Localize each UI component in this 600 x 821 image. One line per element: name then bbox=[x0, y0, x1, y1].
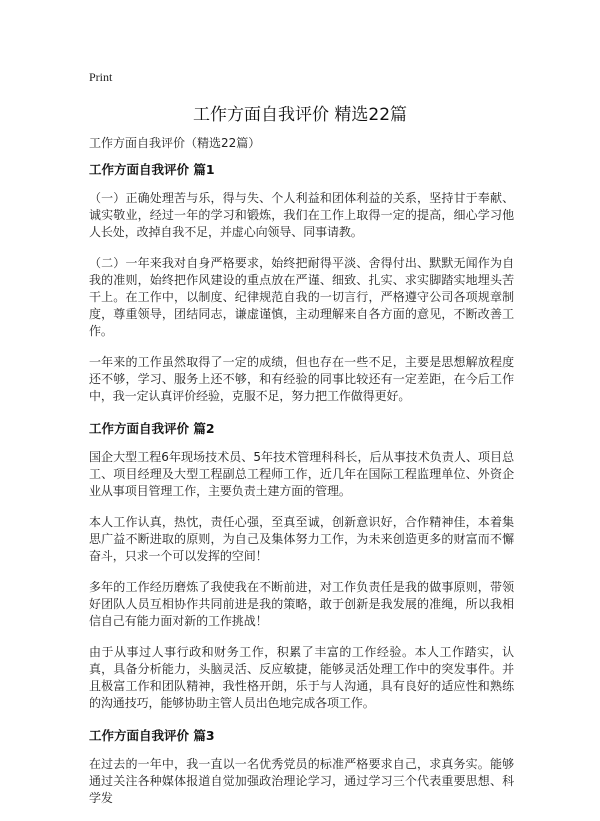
paragraph: 由于从事过人事行政和财务工作，积累了丰富的工作经验。本人工作踏实，认真，具备分析能力，头脑灵活、反应敏捷，能够灵活处理工作中的突发事件。并且极富工作和团队精神，我性格开朗，乐于与人沟通，具有良好的适应性和熟练的沟通技巧，能够协助主管人员出色地完成各项工作。 bbox=[89, 645, 514, 710]
section-heading: 工作方面自我评价 篇2 bbox=[89, 421, 215, 436]
print-link[interactable]: Print bbox=[89, 70, 113, 84]
paragraph: 一年来的工作虽然取得了一定的成绩，但也存在一些不足，主要是思想解放程度还不够，学习、服务上还不够，和有经验的同事比较还有一定差距，在今后工作中，我一定认真评价经验，克服不足，努力把工作做得更好。 bbox=[89, 355, 514, 403]
document-subtitle: 工作方面自我评价（精选22篇） bbox=[89, 136, 261, 150]
paragraph: （一）正确处理苦与乐，得与失、个人利益和团体利益的关系，坚持甘于奉献、诚实敬业，经过一年的学习和锻炼，我们在工作上取得一定的提高，细心学习他人长处，改掉自我不足，并虚心向领导、同事请教。 bbox=[89, 191, 514, 239]
paragraph: 国企大型工程6年现场技术员、5年技术管理科科长，后从事技术负责人、项目总工、项目经理及大型工程副总工程师工作，近几年在国际工程监理单位、外资企业从事项目管理工作，主要负责土建方面的管理。 bbox=[89, 450, 514, 498]
paragraph: 多年的工作经历磨炼了我使我在不断前进，对工作负责任是我的做事原则，带领好团队人员互相协作共同前进是我的策略，敢于创新是我发展的准绳，所以我相信自己有能力面对新的工作挑战！ bbox=[89, 580, 514, 628]
paragraph: 在过去的一年中，我一直以一名优秀党员的标准严格要求自己，求真务实。能够通过关注各种媒体报道自觉加强政治理论学习，通过学习三个代表重要思想、科学发 bbox=[89, 757, 514, 805]
document-title: 工作方面自我评价 精选22篇 bbox=[192, 105, 408, 125]
document-body bbox=[89, 160, 514, 821]
paragraph: 本人工作认真，热忱，责任心强，至真至诚，创新意识好，合作精神佳，本着集思广益不断进取的原则，为自己及集体努力工作，为未来创造更多的财富而不懈奋斗，只求一个可以发挥的空间！ bbox=[89, 515, 514, 563]
section-heading: 工作方面自我评价 篇1 bbox=[89, 162, 215, 177]
paragraph: （二）一年来我对自身严格要求，始终把耐得平淡、舍得付出、默默无闻作为自我的准则，始终把作风建设的重点放在严谨、细致、扎实、求实脚踏实地埋头苦干上。在工作中，以制度、纪律规范自我的一切言行，严格遵守公司各项规章制度，尊重领导，团结同志，谦虚谨慎，主动理解来自各方面的意见，不断改善工作。 bbox=[89, 256, 514, 338]
section-heading: 工作方面自我评价 篇3 bbox=[89, 728, 215, 743]
